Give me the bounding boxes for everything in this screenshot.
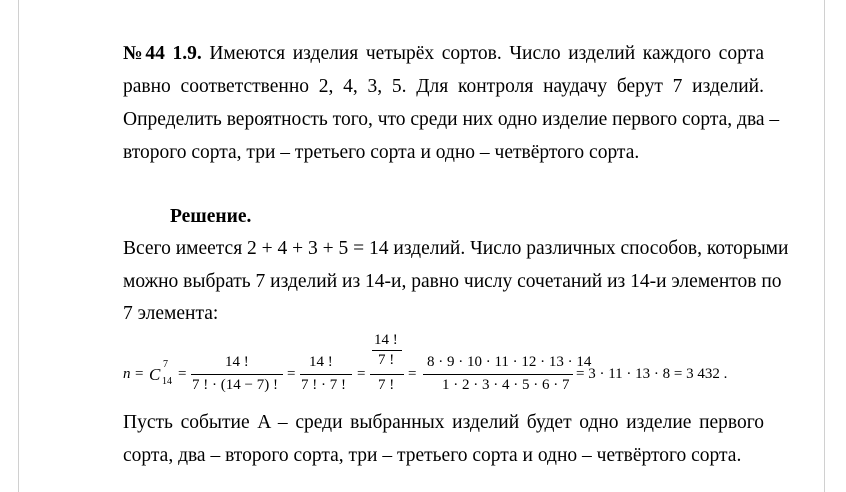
frac2-numerator: 14 ! (309, 354, 333, 370)
frac1-bar (191, 374, 283, 375)
solution-line-3: 7 элемента: (123, 303, 219, 324)
formula-n: n (123, 366, 131, 382)
frac3-inner-bar (372, 350, 402, 351)
formula-eq-3: = (287, 366, 296, 382)
formula-result: = 3 · 11 · 13 · 8 = 3 432 . (576, 366, 728, 382)
formula-C-sup: 7 (163, 359, 168, 370)
frac3-inner-numerator: 14 ! (374, 332, 398, 348)
formula-eq-2: = (178, 366, 187, 382)
frac1-numerator: 14 ! (225, 354, 249, 370)
combination-formula (123, 332, 764, 402)
frac2-bar (300, 374, 352, 375)
solution-line-1: Всего имеется 2 + 4 + 3 + 5 = 14 изделий. Число различных способов, которыми (123, 238, 789, 259)
problem-line-4: второго сорта, три – третьего сорта и одно – четвёртого сорта. (123, 142, 640, 163)
solution-line-5: сорта, два – второго сорта, три – третьего сорта и одно – четвёртого сорта. (123, 445, 742, 466)
problem-line-3: Определить вероятность того, что среди них одно изделие первого сорта, два – (123, 109, 780, 130)
formula-C: C (149, 365, 161, 384)
frac3-bar (370, 374, 404, 375)
problem-text-1: Имеются изделия четырёх сортов. Число изделий каждого сорта (209, 43, 764, 64)
frac4-denominator: 1 · 2 · 3 · 4 · 5 · 6 · 7 (442, 377, 570, 393)
formula-eq-5: = (408, 366, 417, 382)
problem-line-2: равно соответственно 2, 4, 3, 5. Для контроля наудачу берут 7 изделий. (123, 76, 764, 97)
solution-heading: Решение. (170, 206, 252, 227)
formula-eq-4: = (357, 366, 366, 382)
frac4-bar (423, 374, 573, 375)
frac2-denominator: 7 ! · 7 ! (301, 377, 346, 393)
formula-C-sub: 14 (162, 376, 172, 387)
frac4-numerator: 8 · 9 · 10 · 11 · 12 · 13 · 14 (427, 354, 592, 370)
solution-line-4: Пусть событие A – среди выбранных изделий будет одно изделие первого (123, 412, 764, 433)
solution-line-2: можно выбрать 7 изделий из 14-и, равно числу сочетаний из 14-и элементов по (123, 271, 782, 292)
frac3-denominator: 7 ! (378, 377, 395, 393)
frac3-inner-denominator: 7 ! (378, 352, 395, 368)
problem-number: №44 1.9. (123, 43, 202, 64)
frac1-denominator: 7 ! · (14 − 7) ! (192, 377, 278, 393)
problem-line-1 (123, 43, 764, 65)
formula-eq-1: = (135, 366, 144, 382)
